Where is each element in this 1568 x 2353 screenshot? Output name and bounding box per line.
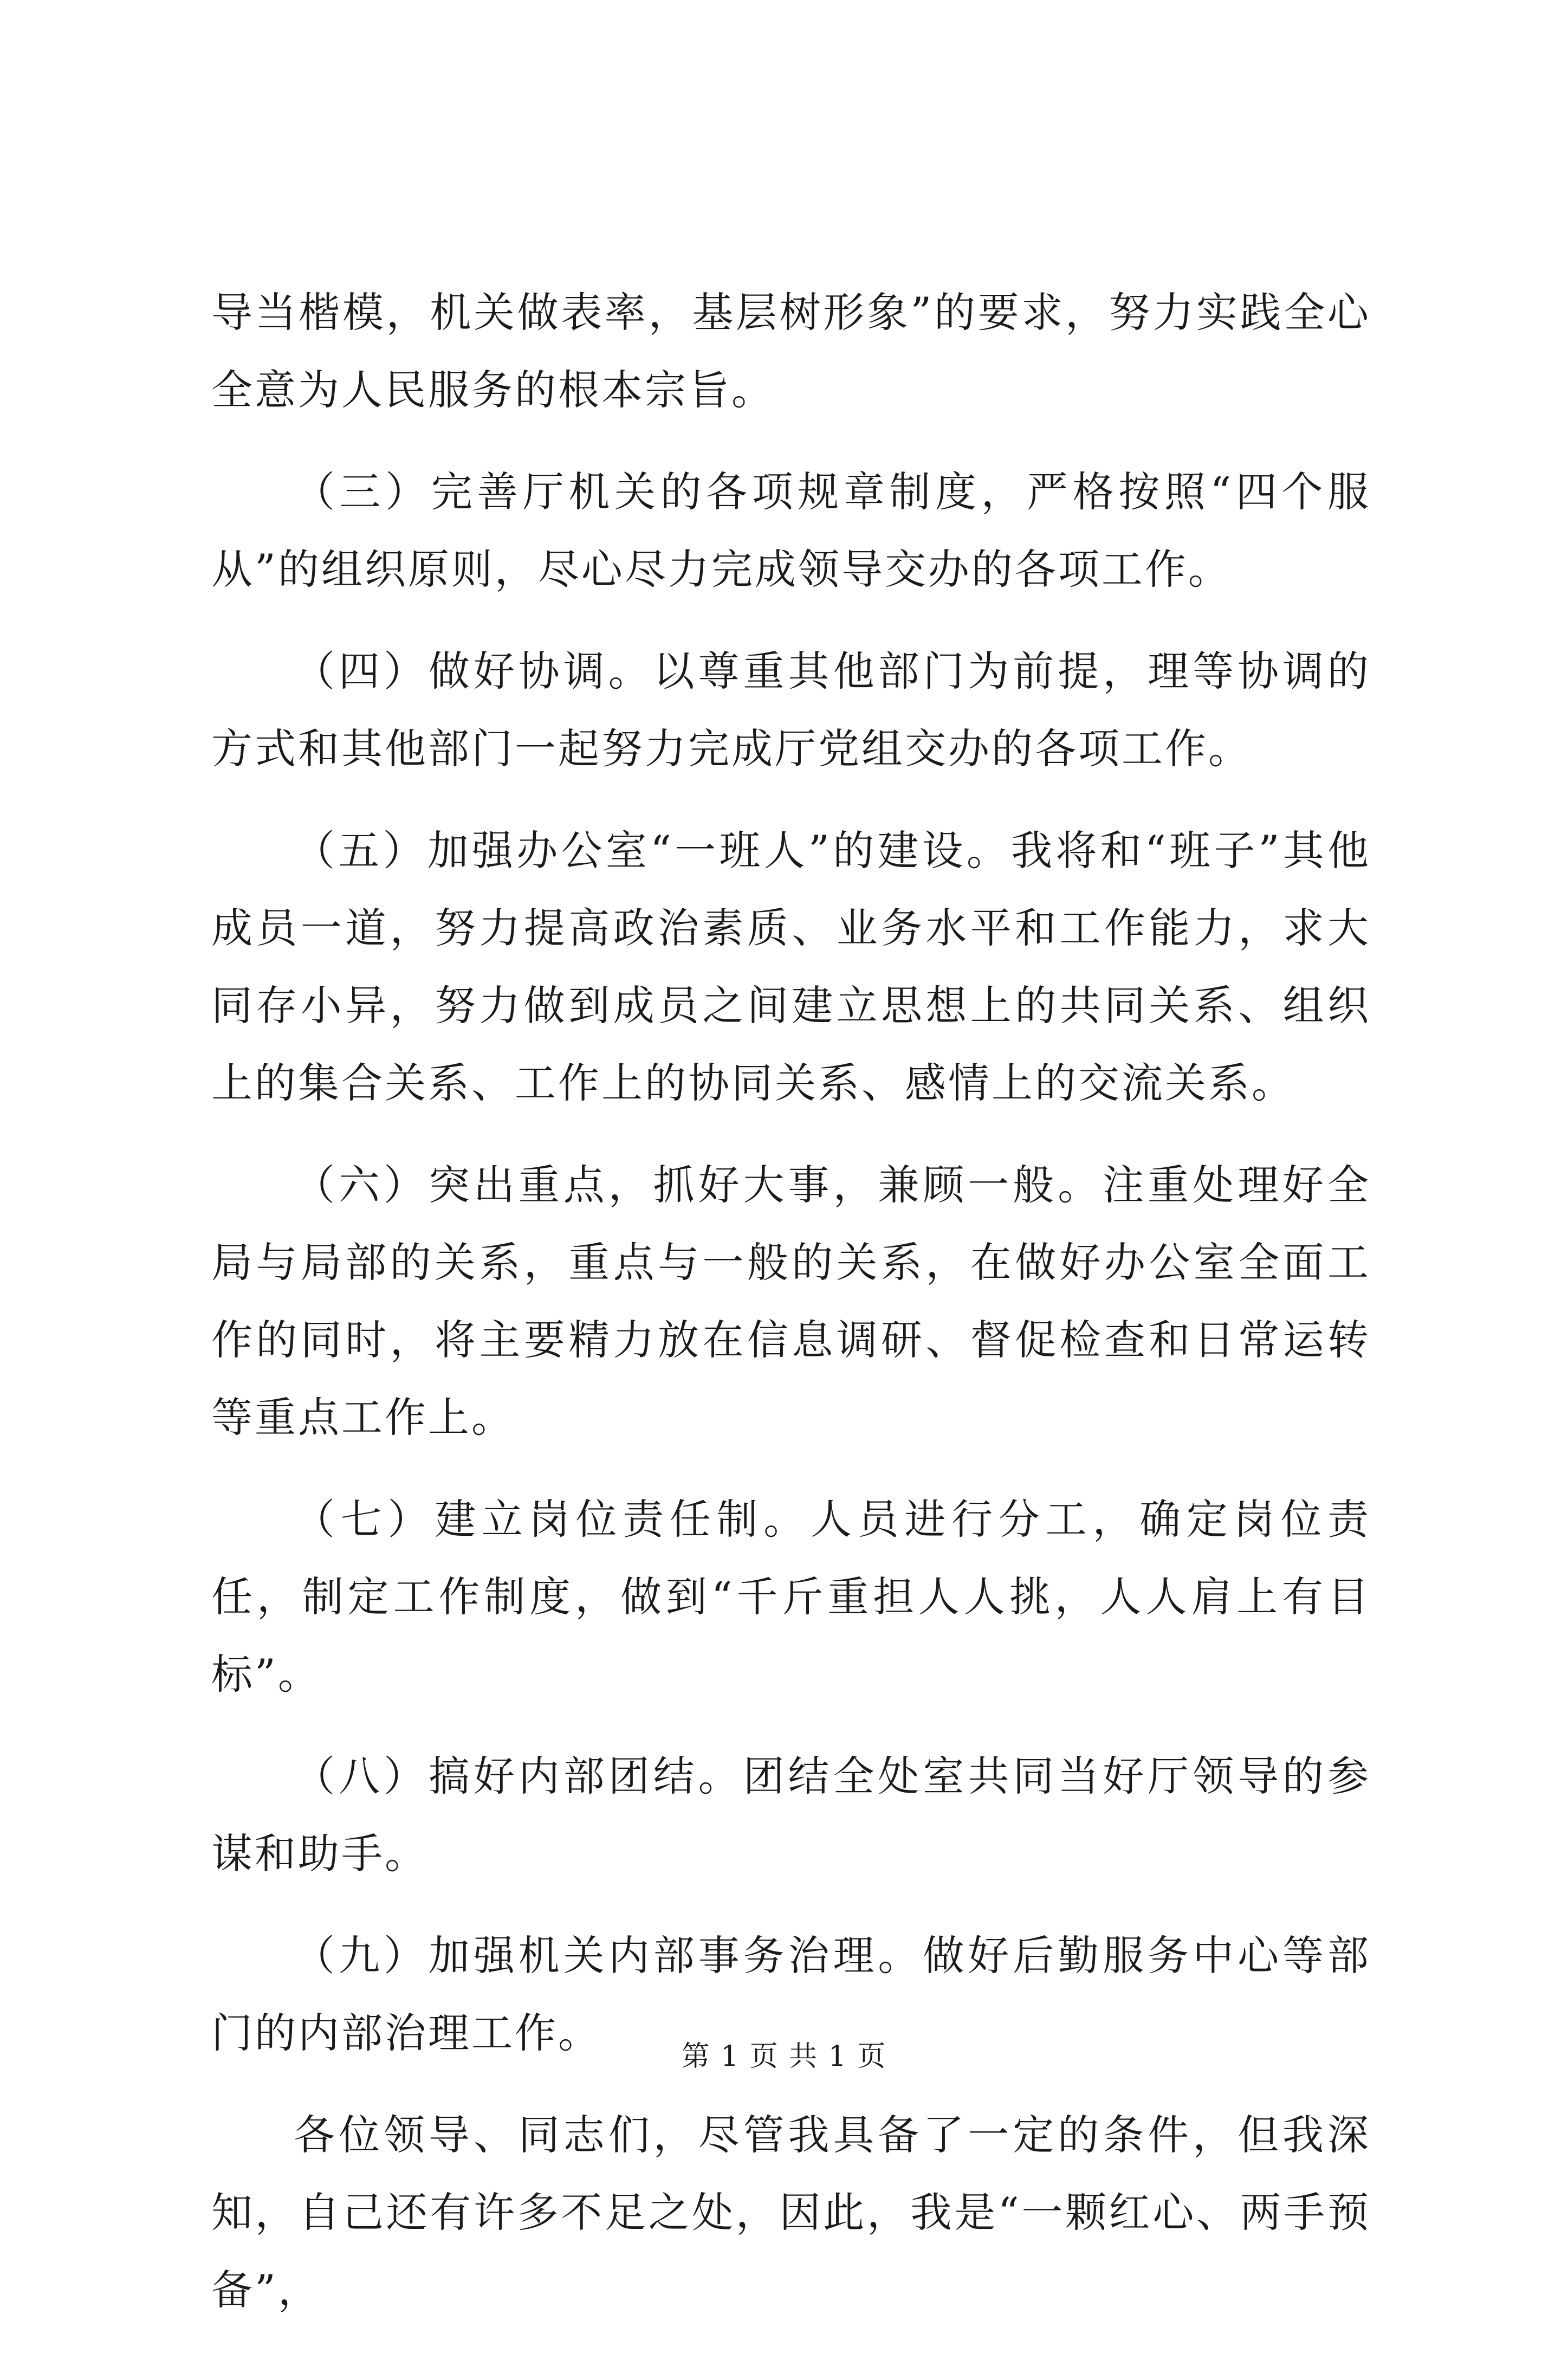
paragraph-item-3: （三）完善厅机关的各项规章制度，严格按照“四个服从”的组织原则，尽心尽力完成领导交办的各项工作。	[211, 468, 1371, 593]
paragraph-closing: 各位领导、同志们，尽管我具备了一定的条件，但我深知，自己还有许多不足之处，因此，我是“一颗红心、两手预备”，	[211, 2111, 1371, 2314]
paragraph-item-7: （七）建立岗位责任制。人员进行分工，确定岗位责任，制定工作制度，做到“千斤重担人人挑，人人肩上有目标”。	[211, 1495, 1371, 1698]
paragraph-item-5: （五）加强办公室“一班人”的建设。我将和“班子”其他成员一道，努力提高政治素质、业务水平和工作能力，求大同存小异，努力做到成员之间建立思想上的共同关系、组织上的集合关系、工作上的协同关系、感情上的交流关系。	[211, 826, 1371, 1107]
paragraph-item-9: （九）加强机关内部事务治理。做好后勤服务中心等部门的内部治理工作。	[211, 1931, 1371, 2057]
paragraph-item-4: （四）做好协调。以尊重其他部门为前提，理等协调的方式和其他部门一起努力完成厅党组交办的各项工作。	[211, 647, 1371, 773]
paragraph-item-8: （八）搞好内部团结。团结全处室共同当好厅领导的参谋和助手。	[211, 1752, 1371, 1878]
paragraph-item-6: （六）突出重点，抓好大事，兼顾一般。注重处理好全局与局部的关系，重点与一般的关系，在做好办公室全面工作的同时，将主要精力放在信息调研、督促检查和日常运转等重点工作上。	[211, 1161, 1371, 1441]
paragraph-continuation: 导当楷模，机关做表率，基层树形象”的要求，努力实践全心全意为人民服务的根本宗旨。	[211, 288, 1371, 414]
page-footer: 第 1 页 共 1 页	[681, 2040, 887, 2073]
